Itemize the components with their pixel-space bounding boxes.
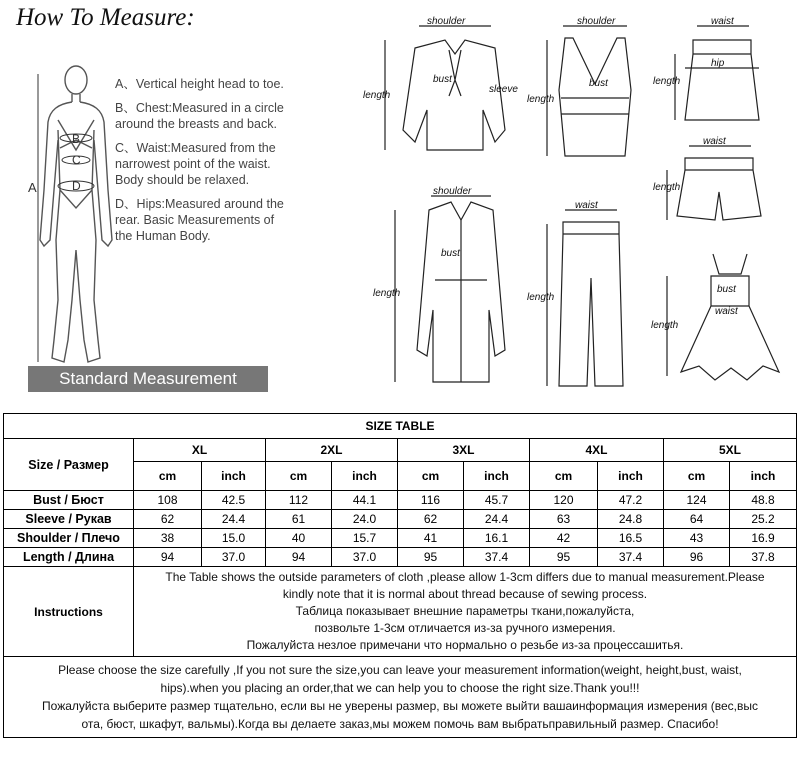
unit-cm: cm [398, 462, 464, 491]
label-skirt-length: length [653, 76, 681, 87]
table-cell: 42 [530, 529, 598, 548]
label-coat-bust: bust [441, 248, 460, 259]
label-tank-length: length [527, 94, 555, 105]
label-dress-waist: waist [715, 306, 738, 317]
size-2xl: 2XL [266, 439, 398, 462]
table-cell: 25.2 [730, 510, 797, 529]
row-label: Length / Длина [4, 548, 134, 567]
size-4xl: 4XL [530, 439, 664, 462]
measure-point-d: D、Hips:Measured around the rear. Basic Measurements of the Human Body. [115, 197, 284, 243]
row-label: Sleeve / Рукав [4, 510, 134, 529]
measure-point-b: B、Chest:Measured in a circle around the breasts and back. [115, 101, 284, 131]
row-label: Bust / Бюст [4, 491, 134, 510]
table-cell: 16.5 [598, 529, 664, 548]
size-3xl: 3XL [398, 439, 530, 462]
table-cell: 112 [266, 491, 332, 510]
table-cell: 24.4 [464, 510, 530, 529]
size-5xl: 5XL [664, 439, 797, 462]
size-table-title: SIZE TABLE [4, 414, 797, 439]
note-line: ота, бюст, шкафут, вальмы).Когда вы делаете заказ,мы можем помочь вам выбратьправильный размер. Спасибо! [81, 717, 719, 731]
unit-inch: inch [202, 462, 266, 491]
label-blouse-length: length [363, 90, 391, 101]
table-cell: 124 [664, 491, 730, 510]
unit-cm: cm [266, 462, 332, 491]
label-coat-length: length [373, 288, 401, 299]
table-cell: 24.0 [332, 510, 398, 529]
table-cell: 37.0 [202, 548, 266, 567]
tank-top-diagram [547, 26, 631, 156]
table-cell: 37.4 [464, 548, 530, 567]
table-cell: 15.7 [332, 529, 398, 548]
table-row-sleeve [4, 510, 797, 529]
instructions-label: Instructions [4, 567, 134, 657]
measure-point-c: C、Waist:Measured from the narrowest point of the waist. Body should be relaxed. [115, 141, 276, 187]
note-line: Please choose the size carefully ,If you not sure the size,you can leave your measurement information(weight, height,bust, waist, [58, 663, 742, 677]
table-cell: 37.0 [332, 548, 398, 567]
pants-diagram [547, 210, 623, 386]
table-cell: 43 [664, 529, 730, 548]
figure-letter-d: D [72, 179, 81, 193]
label-blouse-sleeve: sleeve [489, 84, 518, 95]
unit-cm: cm [664, 462, 730, 491]
unit-inch: inch [332, 462, 398, 491]
standard-measurement-banner: Standard Measurement [28, 366, 268, 392]
table-row-bust [4, 491, 797, 510]
table-cell: 37.8 [730, 548, 797, 567]
size-table [3, 413, 797, 738]
garment-diagrams [355, 10, 795, 395]
label-shorts-waist: waist [703, 136, 726, 147]
table-cell: 64 [664, 510, 730, 529]
dress-diagram [667, 254, 779, 380]
measurement-points-list [115, 76, 285, 252]
label-tank-shoulder: shoulder [577, 16, 616, 27]
label-skirt-hip: hip [711, 58, 725, 69]
measure-point-a: A、Vertical height head to toe. [115, 77, 284, 91]
table-cell: 63 [530, 510, 598, 529]
table-cell: 47.2 [598, 491, 664, 510]
instructions-line: позвольте 1-3см отличается из-за ручного измерения. [314, 621, 616, 635]
label-skirt-waist: waist [711, 16, 734, 27]
unit-inch: inch [464, 462, 530, 491]
instructions-line: The Table shows the outside parameters of cloth ,please allow 1-3cm differs due to manual measurement.Please [165, 570, 765, 584]
label-dress-bust: bust [717, 284, 736, 295]
size-note [4, 657, 797, 738]
skirt-diagram [675, 26, 759, 120]
label-coat-shoulder: shoulder [433, 186, 472, 197]
figure-letter-a: A [28, 180, 37, 195]
table-cell: 24.8 [598, 510, 664, 529]
blouse-diagram [385, 26, 505, 150]
table-cell: 96 [664, 548, 730, 567]
table-cell: 16.1 [464, 529, 530, 548]
size-header-cell: Size / Размер [4, 439, 134, 491]
table-cell: 94 [134, 548, 202, 567]
shorts-diagram [667, 146, 761, 220]
table-cell: 95 [398, 548, 464, 567]
instructions-line: kindly note that it is normal about thread because of sewing process. [282, 587, 648, 601]
table-cell: 37.4 [598, 548, 664, 567]
figure-letter-c: C [72, 153, 81, 167]
note-line: Пожалуйста выберите размер тщательно, если вы не уверены размер, вы можете выйти вашаинформация измерения (вес,выс [42, 699, 758, 713]
table-cell: 38 [134, 529, 202, 548]
table-cell: 44.1 [332, 491, 398, 510]
label-pants-waist: waist [575, 200, 598, 211]
row-label: Shoulder / Плечо [4, 529, 134, 548]
page-title: How To Measure: [16, 4, 195, 31]
size-xl: XL [134, 439, 266, 462]
table-cell: 94 [266, 548, 332, 567]
table-cell: 16.9 [730, 529, 797, 548]
unit-inch: inch [598, 462, 664, 491]
table-cell: 41 [398, 529, 464, 548]
coat-diagram [395, 196, 505, 382]
table-cell: 108 [134, 491, 202, 510]
table-cell: 15.0 [202, 529, 266, 548]
table-cell: 40 [266, 529, 332, 548]
instructions-text [134, 567, 797, 657]
label-blouse-shoulder: shoulder [427, 16, 466, 27]
table-cell: 24.4 [202, 510, 266, 529]
label-blouse-bust: bust [433, 74, 452, 85]
table-cell: 95 [530, 548, 598, 567]
table-cell: 45.7 [464, 491, 530, 510]
table-row-shoulder [4, 529, 797, 548]
label-dress-length: length [651, 320, 679, 331]
figure-letter-b: B [72, 132, 81, 146]
table-row-length [4, 548, 797, 567]
label-shorts-length: length [653, 182, 681, 193]
table-cell: 42.5 [202, 491, 266, 510]
table-cell: 48.8 [730, 491, 797, 510]
unit-cm: cm [530, 462, 598, 491]
table-cell: 116 [398, 491, 464, 510]
unit-cm: cm [134, 462, 202, 491]
instructions-line: Пожалуйста незлое примечани что нормально о резьбе из-за процессашитья. [246, 638, 684, 652]
size-table-container [3, 413, 796, 738]
table-cell: 62 [398, 510, 464, 529]
unit-inch: inch [730, 462, 797, 491]
table-cell: 120 [530, 491, 598, 510]
instructions-line: Таблица показывает внешние параметры ткани,пожалуйста, [295, 604, 635, 618]
table-cell: 61 [266, 510, 332, 529]
note-line: hips).when you placing an order,that we can help you to choose the right size.Thank you!!! [160, 681, 640, 695]
table-cell: 62 [134, 510, 202, 529]
label-pants-length: length [527, 292, 555, 303]
label-tank-bust: bust [589, 78, 608, 89]
